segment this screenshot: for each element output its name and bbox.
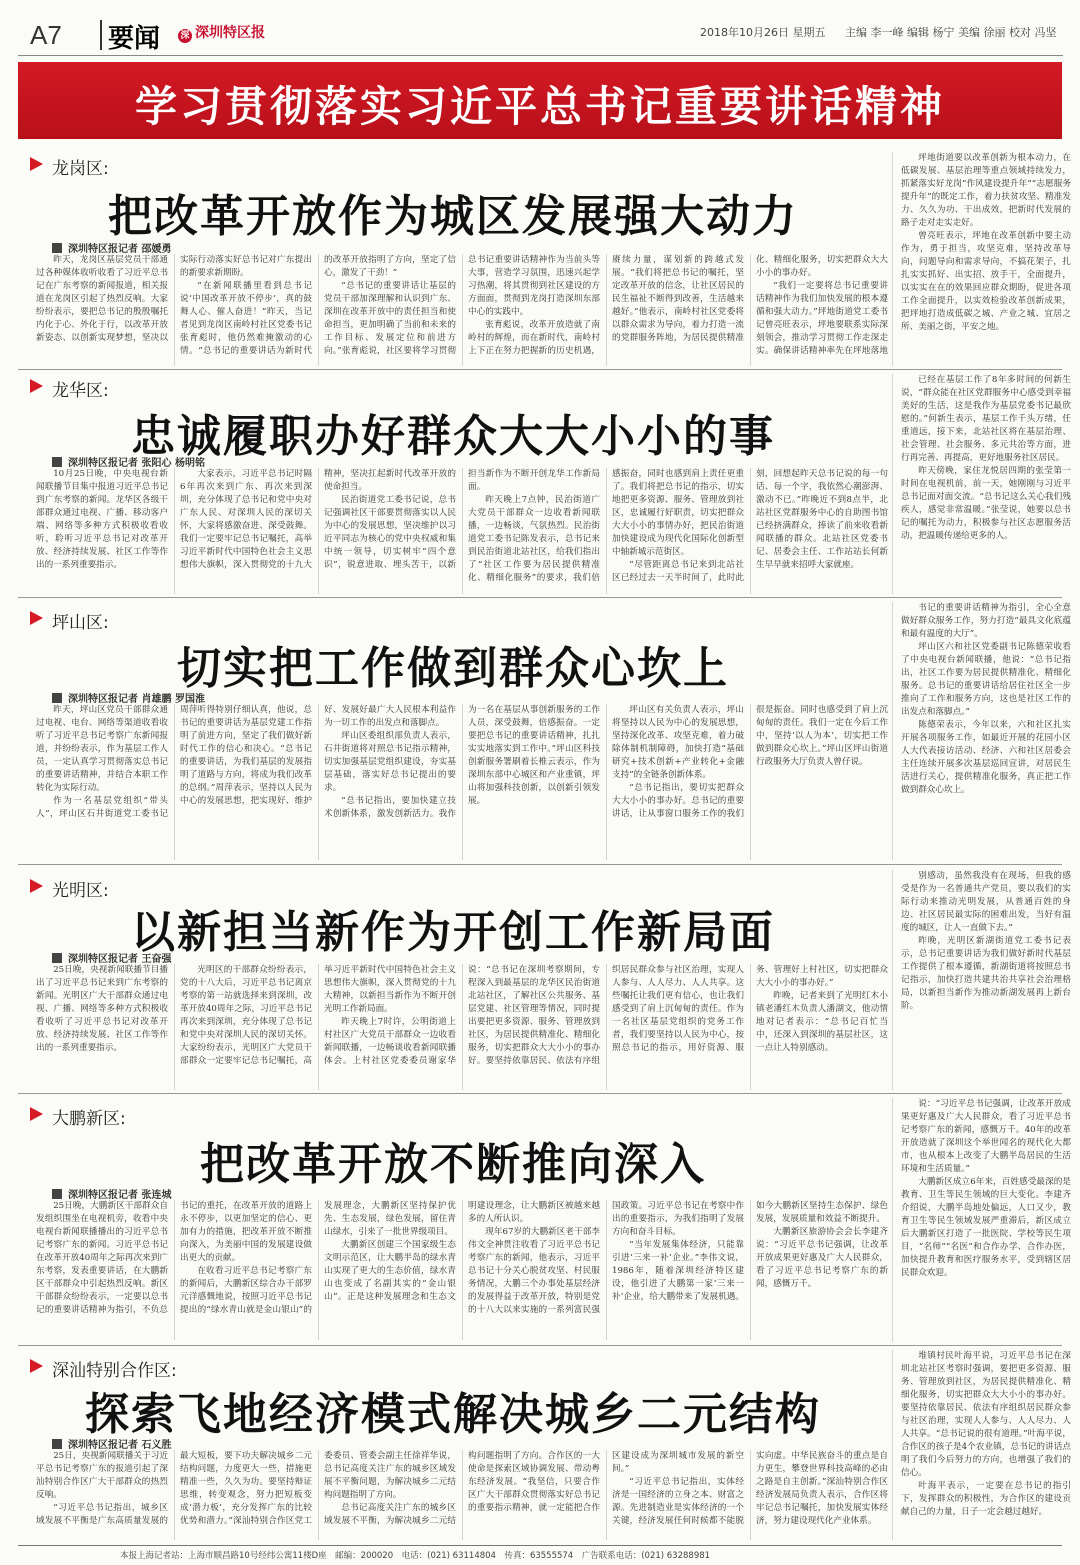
issue-date: 2018年10月26日 星期五 <box>700 26 826 39</box>
article-byline: 深圳特区报记者 张阳心 杨明铭 <box>52 454 205 469</box>
page-number: A7 <box>30 20 62 50</box>
paragraph: 25日晚，大鹏新区干部群众自发组织围坐在电视机旁，收看中央电视台新闻联播播出的习近平总书记考察广东的新闻。习近平总书记在改革开放40周年之际再次来到广东考察，发表重要讲话，在大鹏新区干部群众中引起热烈反响。新区干部群众纷纷表示，一定要以总书记的重要讲话精神为指引，不负总书记的重托，在改革开放的道路上永不停步，以更加坚定的信心、更加有力的措施，把改革开放不断推向深入，为美丽中国的发展建设做出更大的贡献。 <box>36 1201 312 1315</box>
article-headline: 把改革开放不断推向深入 <box>200 1139 706 1190</box>
paragraph: 大鹏新区成立6年来，百姓感受最深的是教育、卫生等民生领域的巨大变化。李建齐介绍说，大鹏半岛地处偏远，人口又少，教育卫生等民生领域发展严重滞后，新区成立后大鹏新区打造了一批医院、学校等民生项目，“名师”“名医”和合作办学、合作办医，加快提升教育和医疗服务水平，受到辖区居民群众欢迎。 <box>901 1177 1071 1278</box>
article-body <box>36 1450 888 1540</box>
paragraph: 昨天晚上7时许，公明街道上村社区广大党员干部群众一边收看新闻联播，一边畅谈收看新闻联播体会。上村社区党委委员谢家华说：“总书记在深圳考察期间，专程深入到最基层的龙华区民治街道北站社区，了解社区公共服务、基层党建、社区管理等情况，同时提出要把更多资源、服务、管理放到社区，为居民提供精准化、精细化服务，切实把群众大大小小的事办好。要坚持依靠居民、依法有序组织居民群众参与社区治理，实现人人参与、人人尽力、人人共享。这些嘱托让我们更有信心，也让我们感受到了肩上沉甸甸的责任。作为一名社区基层党组织的党务工作者，我们要坚持以人民为中心，按照总书记的指示，用好资源、服务、管理好上村社区，切实把群众大大小小的事办好。” <box>324 965 888 1066</box>
page-footer: 本报上海记者站：上海市顺昌路10号经纬公寓11楼D座 邮编：200020 电话：(021) 63114804 传真：63555574 广告联系电话：(021) 63288981 <box>120 1551 711 1561</box>
district-label: 龙华区: <box>52 376 109 401</box>
editor-credits: 主编 李一峰 编辑 杨宁 美编 徐丽 校对 冯坚 <box>845 26 1057 39</box>
article-side-column <box>892 602 1071 860</box>
header-rule <box>18 55 1063 56</box>
section-divider <box>18 864 1062 865</box>
paragraph: “当年发展集体经济，只能靠引进‘三来一补’企业。”李伟文说，1986年，随着深圳经济特区建设，他引进了大鹏第一家‘三来一补’企业，给大鹏带来了发展机遇。如今大鹏新区坚持生态保护、绿色发展，发展质量和效益不断提升。 <box>612 1201 888 1302</box>
header-divider <box>100 20 102 50</box>
newspaper-brand <box>178 22 265 43</box>
section-divider <box>18 369 1062 370</box>
section-divider <box>18 1093 1062 1094</box>
brand-logo-icon: 深 <box>178 29 192 43</box>
paragraph: “习近平总书记指出，城乡区域发展不平衡是广东高质量发展的最大短板，要下功夫解决城乡二元结构问题，力度更大一些，措施更精准一些，久久为功。要坚持辩证思维，转变观念，努力把短板变成‘潜力板’，充分发挥广东的比较优势和潜力。”深汕特别合作区党工委委员、管委会副主任徐祥华说，总书记高度关注广东的城乡区域发展不平衡问题，为解决城乡二元结构问题指明了方向。 <box>36 1451 456 1526</box>
paragraph: 陈德荣表示，今年以来，六和社区扎实开展各项服务工作，如最近开展的花园小区人大代表接访活动、经济、六和社区居委会主任连续开展多次基层巡回宣讲，对居民生活进行关心，提供精准化服务，真正把工作做到群众心坎上。 <box>901 720 1071 795</box>
article-shenshan <box>18 1348 1071 1542</box>
article-headline: 把改革开放作为城区发展强大动力 <box>108 191 798 242</box>
article-side-column <box>892 1350 1071 1540</box>
article-pingshan <box>18 600 1071 866</box>
paragraph: “在新闻联播里看到总书记说‘中国改革开放不停步’，真的鼓舞人心、催人奋进！”昨天，当记者见到龙岗区南岭村社区党委书记张育彪时，他仍然难掩激动的心情。“总书记的重要讲话为新时代的改革开放指明了方向，坚定了信心，激发了干劲！” <box>180 255 456 356</box>
section-divider <box>18 597 1062 598</box>
article-body <box>36 468 888 594</box>
article-body <box>36 704 888 860</box>
paragraph: 书记的重要讲话精神为指引，全心全意做好群众服务工作，努力打造“最具文化底蕴和最有温度的大厅”。 <box>901 603 1071 639</box>
article-body <box>36 254 888 366</box>
article-headline: 探索飞地经济模式解决城乡二元结构 <box>85 1389 821 1440</box>
paragraph: 张育彪说，改革开放造就了南岭村的辉煌，而在新时代，南岭村上下正在努力把握新的历史机遇，赓续力量，谋划新的跨越式发展。“我们将把总书记的嘱托，坚定改革开放的信念，让社区居民的民生福祉不断得到改善，生活越来越好。”他表示，南岭村社区党委将以群众需求为导向，着力打造一流的党群服务阵地，为居民提供精准化、精细化服务，切实把群众大大小小的事办好。 <box>468 255 888 356</box>
paragraph: 叶海平表示，一定要在总书记的指引下，发挥群众的积极性，为合作区的建设贡献自己的力量，日子一定会越过越好。 <box>901 1481 1071 1517</box>
paragraph: 堆镇村民叶海平说，习近平总书记在深圳北站社区考察时强调，要把更多资源、服务、管理放到社区，为居民提供精准化、精细化服务，切实把群众大大小小的事办好。要坚持依靠居民、依法有序组织居民群众参与社区治理，实现人人参与、人人尽力、人人共享。“总书记说的很有道理。”叶海平说，合作区的孩子是4个农业镇，总书记的讲话点明了我们今后努力的方向，也增强了我们的信心。 <box>901 1351 1071 1478</box>
district-label: 龙岗区: <box>52 154 109 179</box>
paragraph: 大鹏新区旅游协会会长李建齐说：“习近平总书记强调，让改革开放成果更好惠及广大人民群众，看了习近平总书记考察广东的新闻，感慨万千。 <box>756 1227 888 1289</box>
paragraph: 在收看习近平总书记考察广东的新闻后，大鹏新区综合办干部罗元洋感慨地说，按照习近平总书记提出的“绿水青山就是金山银山”的发展理念，大鹏新区坚持保护优先、生态发展，绿色发展，留住青山绿水，引来了一批世界级项目。 <box>180 1201 456 1315</box>
article-longhua <box>18 372 1071 598</box>
article-body <box>36 1200 888 1340</box>
banner <box>18 62 1062 139</box>
article-byline: 深圳特区报记者 王奋强 <box>52 950 171 965</box>
paragraph: 光明区的干部群众纷纷表示，党的十八大后，习近平总书记离京考察的第一站就选择来到深圳，改革开放40周年之际，习近平总书记再次来到深圳，充分体现了总书记和党中央对深圳人民的深切关怀。大家纷纷表示，光明区广大党员干部群众一定要牢记总书记嘱托，高举习近平新时代中国特色社会主义思想伟大旗帜，深入贯彻党的十九大精神，以新担当新作为不断开创光明工作新局面。 <box>180 965 456 1066</box>
paragraph: 作为一名基层党组织“带头人”，坪山区石井街道党工委书记周萍听得特别仔细认真，他说，总书记的重要讲话为基层党建工作指明了前进方向，坚定了我们做好新时代工作的信心和决心。“总书记的重要讲话，为我们基层的发展指明了道路与方向，将成为我们改革的总纲。”周萍表示，坚持以人民为中心的发展思想，把实现好、维护好、发展好最广大人民根本利益作为一切工作的出发点和落脚点。 <box>36 705 456 819</box>
paragraph: 10月25日晚，中央电视台新闻联播节目集中报道习近平总书记到广东考察的新闻。龙华区各级干部群众通过电视、广播、移动客户端、网络等多种方式积极收看收听，聆听习近平总书记对改革开放、经济持续发展、社区工作等作出的一系列重要指示。 <box>36 469 168 570</box>
district-label: 光明区: <box>52 876 109 901</box>
paragraph: 曾亮旺表示，坪地在改革创新中要主动作为，勇于担当，攻坚克难，坚持改革导向，问题导向和需求导向，不搞花架子，扎扎实实抓好、出实招、放手干，全面提升，以实实在在的效果回应群众期盼，促进各项工作全面提升，以实效检验改革创新成果，把坪地打造成低碳之城、产业之城、宜居之所、美丽之街，平安之地。 <box>901 231 1071 332</box>
paragraph: “总书记指出，要切实把群众大大小小的事办好。总书记的重要讲话，让从事窗口服务工作的我们很是振奋。同时也感受到了肩上沉甸甸的责任。我们一定在今后工作中，坚持‘以人为本’，切实把工作做到群众心坎上。”坪山区坪山街道行政服务大厅负责人曾仔说。 <box>612 705 888 819</box>
article-headline: 以新担当新作为开创工作新局面 <box>131 907 775 958</box>
article-byline: 深圳特区报记者 肖雄鹏 罗国淮 <box>52 690 205 705</box>
paragraph: 已经在基层工作了8年多时间的何新生说，“群众能在社区党群服务中心感受到幸福美好的生活，这是我作为基层党委书记最欣慰的。”何新生表示，基层工作千头万绪，任重道远，接下来，北站社区将在基层治理、社会管理、社会服务、多元共治等方面，进行再完善、再提高，更好地服务社区居民。 <box>901 375 1071 463</box>
section-divider <box>18 1345 1062 1346</box>
paragraph: 说：“习近平总书记强调，让改革开放成果更好惠及广大人民群众，看了习近平总书记考察广东的新闻，感慨万千。40年的改革开放造就了深圳这个举世闻名的现代化大都市，也从根本上改变了大鹏半岛居民的生活环境和生活质量。” <box>901 1099 1071 1174</box>
paragraph: 坪山区有关负责人表示，坪山将坚持以人民为中心的发展思想，坚持深化改革、攻坚克难，着力破除体制机制障碍，加快打造“基础研究+技术创新+产业转化+金融支持”的全链条创新体系。 <box>612 705 744 780</box>
paragraph: “总书记的重要讲话让基层的党员干部加深理解和认识到广东、深圳在改革开放中的责任担当和使命担当，更加明确了当前和未来的工作目标、发展定位和前进方向。”张育彪说，社区要将学习贯彻总书记重要讲话精神作为当前头等大事，营造学习氛围，迅速兴起学习热潮，将其贯彻到社区建设的方方面面，贯彻到龙岗打造深圳东部中心的实践中。 <box>324 255 600 356</box>
article-side-column <box>892 1098 1071 1342</box>
district-label: 大鹏新区: <box>52 1104 126 1129</box>
paragraph: 大家表示，习近平总书记时隔6年再次来到广东、再次来到深圳，充分体现了总书记和党中央对广东人民、对深圳人民的深切关怀，大家将感激奋进、深受鼓舞。我们一定要牢记总书记嘱托，高举习近平新时代中国特色社会主义思想伟大旗帜，深入贯彻党的十九大精神，坚决扛起新时代改革开放的使命担当。 <box>180 469 456 570</box>
paragraph: 25日，央视新闻联播关于习近平总书记考察广东的报道引起了深汕特别合作区广大干部群众的热烈反响。 <box>36 1451 168 1500</box>
paragraph: 大鹏新区创建三个国家级生态文明示范区，让大鹏半岛的绿水青山实现了更大的生态价值，绿水青山也变成了名副其实的“金山银山”。正是这种发展理念和生态文明建设理念，让大鹏新区被越来越多的人所认识。 <box>324 1201 600 1302</box>
article-headline: 切实把工作做到群众心坎上 <box>177 643 729 694</box>
district-label: 深汕特别合作区: <box>52 1356 177 1381</box>
footer-rule <box>18 1545 1062 1546</box>
page-header <box>0 0 1080 56</box>
paragraph: 坪地街道要以改革创新为根本动力，在低碳发展、基层治理等重点领域持续发力，抓紧落实好龙岗“作风建设提升年”“志愿服务提升年”的既定工作，着力扶贫攻坚、精准发力、久久为功、干出成效，把新时代发展的路子走对走实走好。 <box>901 153 1071 228</box>
district-label: 坪山区: <box>52 608 109 633</box>
paragraph: 总书记高度关注广东的城乡区域发展不平衡，为解决城乡二元结构问题指明了方向。合作区的一大使命是探索区域协调发展、带动粤东经济发展。“我坚信，只要合作区广大干部群众贯彻落实好总书记的重要指示精神，就一定能把合作区建设成为深圳城市发展的新空间。” <box>324 1451 744 1526</box>
article-side-column <box>892 152 1071 366</box>
section-name: 要闻 <box>108 24 161 54</box>
paragraph: “我们一定要将总书记重要讲话精神作为我们加快发展的根本遵循和强大动力。”坪地街道党工委书记曾亮旺表示，坪地要联系实际深刻领会，推动学习贯彻工作走深走实。确保讲话精神率先在坪地落地 <box>756 281 888 356</box>
article-guangming <box>18 868 1071 1094</box>
paragraph: 现年67岁的大鹏新区老干部李伟文全神贯注收看了习近平总书记考察广东的新闻，他表示，习近平总书记十分关心脱贫攻坚、村民服务情况，大鹏三个办事处基层经济的发展得益于改革开放，特别是党的十八大以来实施的一系列富民强国政策。习近平总书记在考察中作出的重要指示，为我们指明了发展方向和奋斗目标。 <box>468 1201 744 1315</box>
paragraph: 昨天晚上7点钟，民治街道广大党员干部群众一边收看新闻联播，一边畅谈，气氛热烈。民治街道党工委书记陈发表示，总书记来到民治街道北站社区，给我们指出了“社区工作要为居民提供精准化、精细化服务”的要求，我们倍感振奋，同时也感到肩上责任更重了。我们将把总书记的指示，切实地把更多资源、服务、管理放到社区，忠诚履行好职责，切实把群众大大小小的事情办好，把民治街道加快建设成为现代化国际化创新型中轴新城示范街区。 <box>468 469 744 583</box>
banner-title: 学习贯彻落实习近平总书记重要讲话精神 <box>134 82 945 131</box>
article-byline: 深圳特区报记者 邵媛勇 <box>52 240 171 255</box>
paragraph: 昨天，龙岗区基层党员干部通过各种媒体收听收看了习近平总书记在广东考察的新闻报道，相关报道在龙岗区引起了热烈反响。大家纷纷表示，要把总书记的殷殷嘱托内化于心、外化于行，以改革开放新姿态、以创新实现梦想，坚决以实际行动落实好总书记对广东提出的新要求新期盼。 <box>36 255 312 343</box>
paragraph: “总书记指出，要加快建立技术创新体系，激发创新活力。我作为一名在基层从事创新服务的工作人员，深受鼓舞，倍感振奋。一定要把总书记的重要讲话精神，扎扎实实地落实到工作中。”坪山区科技创新服务署刷着长椎云表示，作为深圳东部中心城区和产业重镇，坪山将加强科技创新，以创新引领发展。 <box>324 705 600 819</box>
paragraph: 昨天傍晚，家住龙悦居四期的张莹第一时间在电视机前，前一天，她刚刚与习近平总书记面对面交流。“总书记这么关心我们残疾人，感觉非常温暖。”张莹说，她要以总书记的嘱托为动力，积极参与社区志愿服务活动，把温暖传递给更多的人。 <box>901 466 1071 541</box>
paragraph: 昨天，坪山区党员干部群众通过电视、电台、网络等渠道收看收听了习近平总书记考察广东新闻报道，并纷纷表示，作为基层工作人员，一定认真学习贯彻落实总书记的重要讲话精神，并结合本职工作转化为实际行动。 <box>36 705 168 793</box>
paragraph: 民治街道党工委书记说，总书记强调社区干部要贯彻落实以人民为中心的发展思想，坚决维护以习近平同志为核心的党中央权威和集中统一领导，切实树牢“四个意识”，锐意进取、埋头苦干，以新担当新作为不断开创龙华工作新局面。 <box>324 469 600 570</box>
article-byline: 深圳特区报记者 石义胜 <box>52 1436 171 1451</box>
paragraph: 坪山区六和社区党委副书记陈德荣收看了中央电视台新闻联播，他说：“总书记指出，社区工作要为居民提供精准化、精细化服务。总书记的重要讲话给居住社区全一步推向了工作和服务方向，这也是社区工作的出发点和落脚点。” <box>901 642 1071 717</box>
article-byline: 深圳特区报记者 张连城 <box>52 1186 171 1201</box>
paragraph: 昨晚，光明区新湖街道党工委书记表示，总书记重要讲话为我们做好新时代基层工作提供了根本遵循，新湖街道将按照总书记指示，加快打造共建共治共享社会治理格局，以新担当新作为推动新湖发展再上新台阶。 <box>901 936 1071 1011</box>
article-body <box>36 964 888 1090</box>
article-headline: 忠诚履职办好群众大大小小的事 <box>131 411 775 462</box>
paragraph: “尽管距离总书记来到北站社区已经过去一天半时间了，此时此刻，回想起昨天总书记说的每一句话、每一个字，我依然心潮澎湃、激动不已。”昨晚近不到8点半，北站社区党群服务中心的自助图书馆已经挤满群众，捧读了前来收看新闻联播的群众。北站社区党委书记、居委会主任、工作站站长何新生早早就来招呼大家就座。 <box>612 469 888 583</box>
article-side-column <box>892 374 1071 594</box>
article-side-column <box>892 870 1071 1090</box>
article-dapeng <box>18 1096 1071 1346</box>
paragraph: 坪山区委组织部负责人表示，石井街道将对照总书记指示精神，切实加强基层党组织建设，夯实基层基础，落实好总书记提出的要求。 <box>324 731 456 793</box>
paragraph: 别感动，虽然我没有在现场，但我的感受是作为一名普通共产党员，要以我们的实际行动来推动光明发展，从普通百姓的身边、社区居民最实际的困难出发，当好有温度的城区，让人一直做下去。” <box>901 871 1071 933</box>
paragraph: 25日晚，央视新闻联播节目播出了习近平总书记来到广东考察的新闻。光明区广大干部群众通过电视、广播、网络等多种方式积极收看收听了习近平总书记对改革开放、经济持续发展、社区工作等作出的一系列重要指示。 <box>36 965 168 1053</box>
article-longgang <box>18 150 1071 370</box>
paragraph: “习近平总书记指出，实体经济是一国经济的立身之本、财富之源。先进制造业是实体经济的一个关键，经济发展任何时候都不能脱实向虚。中华民族奋斗的重点是自力更生，攀登世界科技高峰的必由之路是自主创新。”深汕特别合作区经济发展局负责人表示，合作区将牢记总书记嘱托，加快发展实体经济，努力建设现代化产业体系。 <box>612 1451 888 1526</box>
paragraph: 昨晚，记者来到了光明红木小镇老潘红木负责人潘湖文，他动情地对记者表示：“总书记百忙当中，还深入到深圳的基层社区，这一点让人特别感动。 <box>756 991 888 1053</box>
brand-name: 深圳特区报 <box>195 25 265 41</box>
